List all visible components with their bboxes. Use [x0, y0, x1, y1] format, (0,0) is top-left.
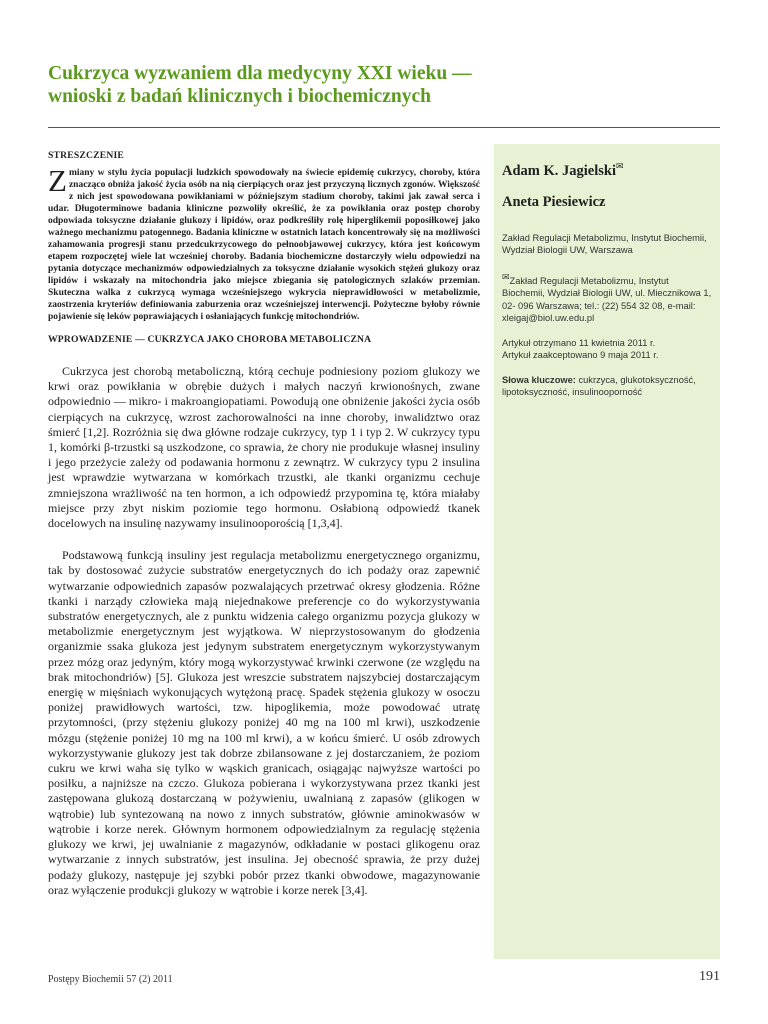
author-1-name: Adam K. Jagielski	[502, 162, 616, 179]
title-divider	[48, 127, 720, 128]
article-title-line1: Cukrzyca wyzwaniem dla medycyny XXI wieku —	[48, 63, 472, 84]
received-date: Artykuł otrzymano 11 kwietnia 2011 r.	[502, 337, 656, 348]
intro-heading: WPROWADZENIE — CUKRZYCA JAKO CHOROBA METABOLICZNA	[48, 334, 372, 345]
keywords-label: Słowa kluczowe:	[502, 374, 576, 385]
correspondence-address	[502, 271, 714, 325]
journal-footer: Postępy Biochemii 57 (2) 2011	[48, 974, 173, 985]
abstract-text	[48, 163, 480, 323]
affiliation: Zakład Regulacji Metabolizmu, Instytut Biochemii, Wydział Biologii UW, Warszawa	[502, 232, 707, 256]
intro-paragraph-1: Cukrzyca jest chorobą metaboliczną, którą cechuje podniesiony poziom glukozy we krwi oraz powikłania w obrębie dużych i małych naczyń krwionośnych, zwane odpowiednio — mikro- i makroangiopatiami. Powodują one obniżenie jakości życia osób cierpiących na cukrzycę, wzrost zachorowalności na inne choroby, inwalidztwo oraz śmierć [1,2]. Rozróżnia się dwa główne rodzaje cukrzycy, typ 1 i typ 2. W cukrzycy typu 1, komórki β-trzustki są uszkodzone, co sprawia, że chory nie produkuje własnej insuliny i jego przeżycie zależy od podawania hormonu z zewnątrz. W cukrzycy typu 2 insulina jest wprawdzie wytwarzana w komórkach trzustki, ale tkanki organizmu cechuje zmniejszona wrażliwość na ten hormon, a ich odpowiedź przypomina tę, która miałaby miejsce przy zbyt niskim poziomie tego hormonu. Osłabioną odpowiedź tkanek docelowych na insulinę nazywamy insulinooporością [1,3,4].	[48, 364, 480, 531]
abstract-heading: STRESZCZENIE	[48, 150, 124, 161]
author-1	[502, 157, 714, 180]
article-title	[48, 62, 688, 108]
keywords-list: cukrzyca, glukotoksyczność, lipotoksyczność, insulinooporność	[502, 374, 696, 398]
correspondence-text: Zakład Regulacji Metabolizmu, Instytut Biochemii, Wydział Biologii UW, ul. Miecznikowa 1, 02- 096 Warszawa; tel.: (22) 554 32 08, e-mail: xleigaj@biol.uw.edu.pl	[502, 275, 712, 324]
author-sidebar	[494, 144, 720, 959]
article-title-line2: wnioski z badań klinicznych i biochemicznych	[48, 86, 432, 107]
keywords	[502, 374, 714, 399]
abstract-body: miany w stylu życia populacji ludzkich spowodowały na świecie epidemię cukrzycy, choroby, która znacząco obniża jakość życia osób na nią cierpiących oraz jest przyczyną licznych zgonów. Większość z nich jest spowodowana powikłaniami w późniejszym stadium choroby, takimi jak zawał serca i udar. Długoterminowe badania kliniczne pozwoliły określić, że za powikłania oraz postęp choroby odpowiada toksyczne działanie glukozy i lipidów, oraz podkreśliły rolę hiperglikemii poposiłkowej jako ważnego mechanizmu patogennego. Badania kliniczne w ostatnich latach koncentrowały się na możliwości zahamowania progresji stanu przedcukrzycowego do pełnoobjawowej cukrzycy, która jest końcowym etapem rozpoczętej wiele lat wcześniej choroby. Badania biochemiczne dostarczyły wielu odpowiedzi na pytania dotyczące mechanizmów odpowiedzialnych za toksyczne działanie wysokich stężeń glukozy oraz lipidów i wskazały na mitochondria jako miejsce zbiegania się patologicznych szlaków przemian. Skuteczna walka z cukrzycą wymaga wcześniejszego wykrycia nieprawidłowości w metabolizmie, zaostrzenia kryteriów definiowania zaburzenia oraz wcześniejszej interwencji. Pożyteczne byłoby równie pojawienie się leków poprawiających i osłaniających funkcję mitochondriów.	[48, 168, 480, 322]
page-number: 191	[699, 969, 720, 984]
correspondence-envelope-icon: ✉	[502, 271, 510, 282]
abstract-dropcap: Z	[48, 163, 67, 198]
article-dates	[502, 337, 714, 362]
accepted-date: Artykuł zaakceptowano 9 maja 2011 r.	[502, 350, 659, 361]
author-2: Aneta Piesiewicz	[502, 193, 606, 210]
envelope-icon: ✉	[616, 161, 624, 171]
intro-paragraph-2: Podstawową funkcją insuliny jest regulacja metabolizmu energetycznego organizmu, tak by dostosować zużycie substratów energetycznych do ich podaży oraz zapewnić wytwarzanie odpowiednich zapasów pozwalających przetrwać okresy głodzenia. Różne tkanki i narządy człowieka mają niejednakowe preferencje co do wykorzystywania substratów energetycznych, ale z punktu widzenia całego organizmu pozycja glukozy w metabolizmie energetycznym jest wyjątkowa. W nieprzystosowanym do głodzenia organizmie ssaka glukoza jest jedynym substratem energetycznym wykorzystywanym przez mózg oraz jedyným, który mogą wykorzystywać krwinki czerwone (ze względu na brak mitochondriów) [5]. Glukoza jest wreszcie substratem najszybciej dostarczającym energię w mięśniach wykonujących wytężoną pracę. Spadek stężenia glukozy w osoczu poniżej prawidłowych wartości, tzw. hipoglikemia, może powodować utratę przytomności, (przy stężeniu glukozy poniżej 40 mg na 100 ml krwi), uszkodzenie mózgu (stężenie poniżej 10 mg na 100 ml krwi), a w końcu śmierć. U osób zdrowych wykorzystywanie glukozy jest tak dobrze zbilansowane z jej dostarczaniem, że poziom cukru we krwi waha się tylko w wąskich granicach, osiągając najwyższe wartości po posiłku, a najniższe na czczo. Glukoza pobierana i wykorzystywana przez tkanki jest zastępowana glukozą dostarczaną w pożywieniu, uwalnianą z zapasów (glikogen w wątrobie) lub syntezowaną na nowo z innych substratów, głównie aminokwasów w wątrobie i korze nerek. Głównym hormonem odpowiedzialnym za regulację stężenia glukozy we krwi, jej uwalnianie z magazynów, odkładanie w postaci glikogenu oraz wytwarzanie z innych substratów, jest insulina. Jej obecność sprawia, że przy dużej podaży glukozy, następuje jej szybki pobór przez tkanki obwodowe, magazynowanie oraz wyłączenie produkcji glukozy w wątrobie i korze nerek [3,4].	[48, 548, 480, 897]
main-column	[48, 150, 480, 898]
